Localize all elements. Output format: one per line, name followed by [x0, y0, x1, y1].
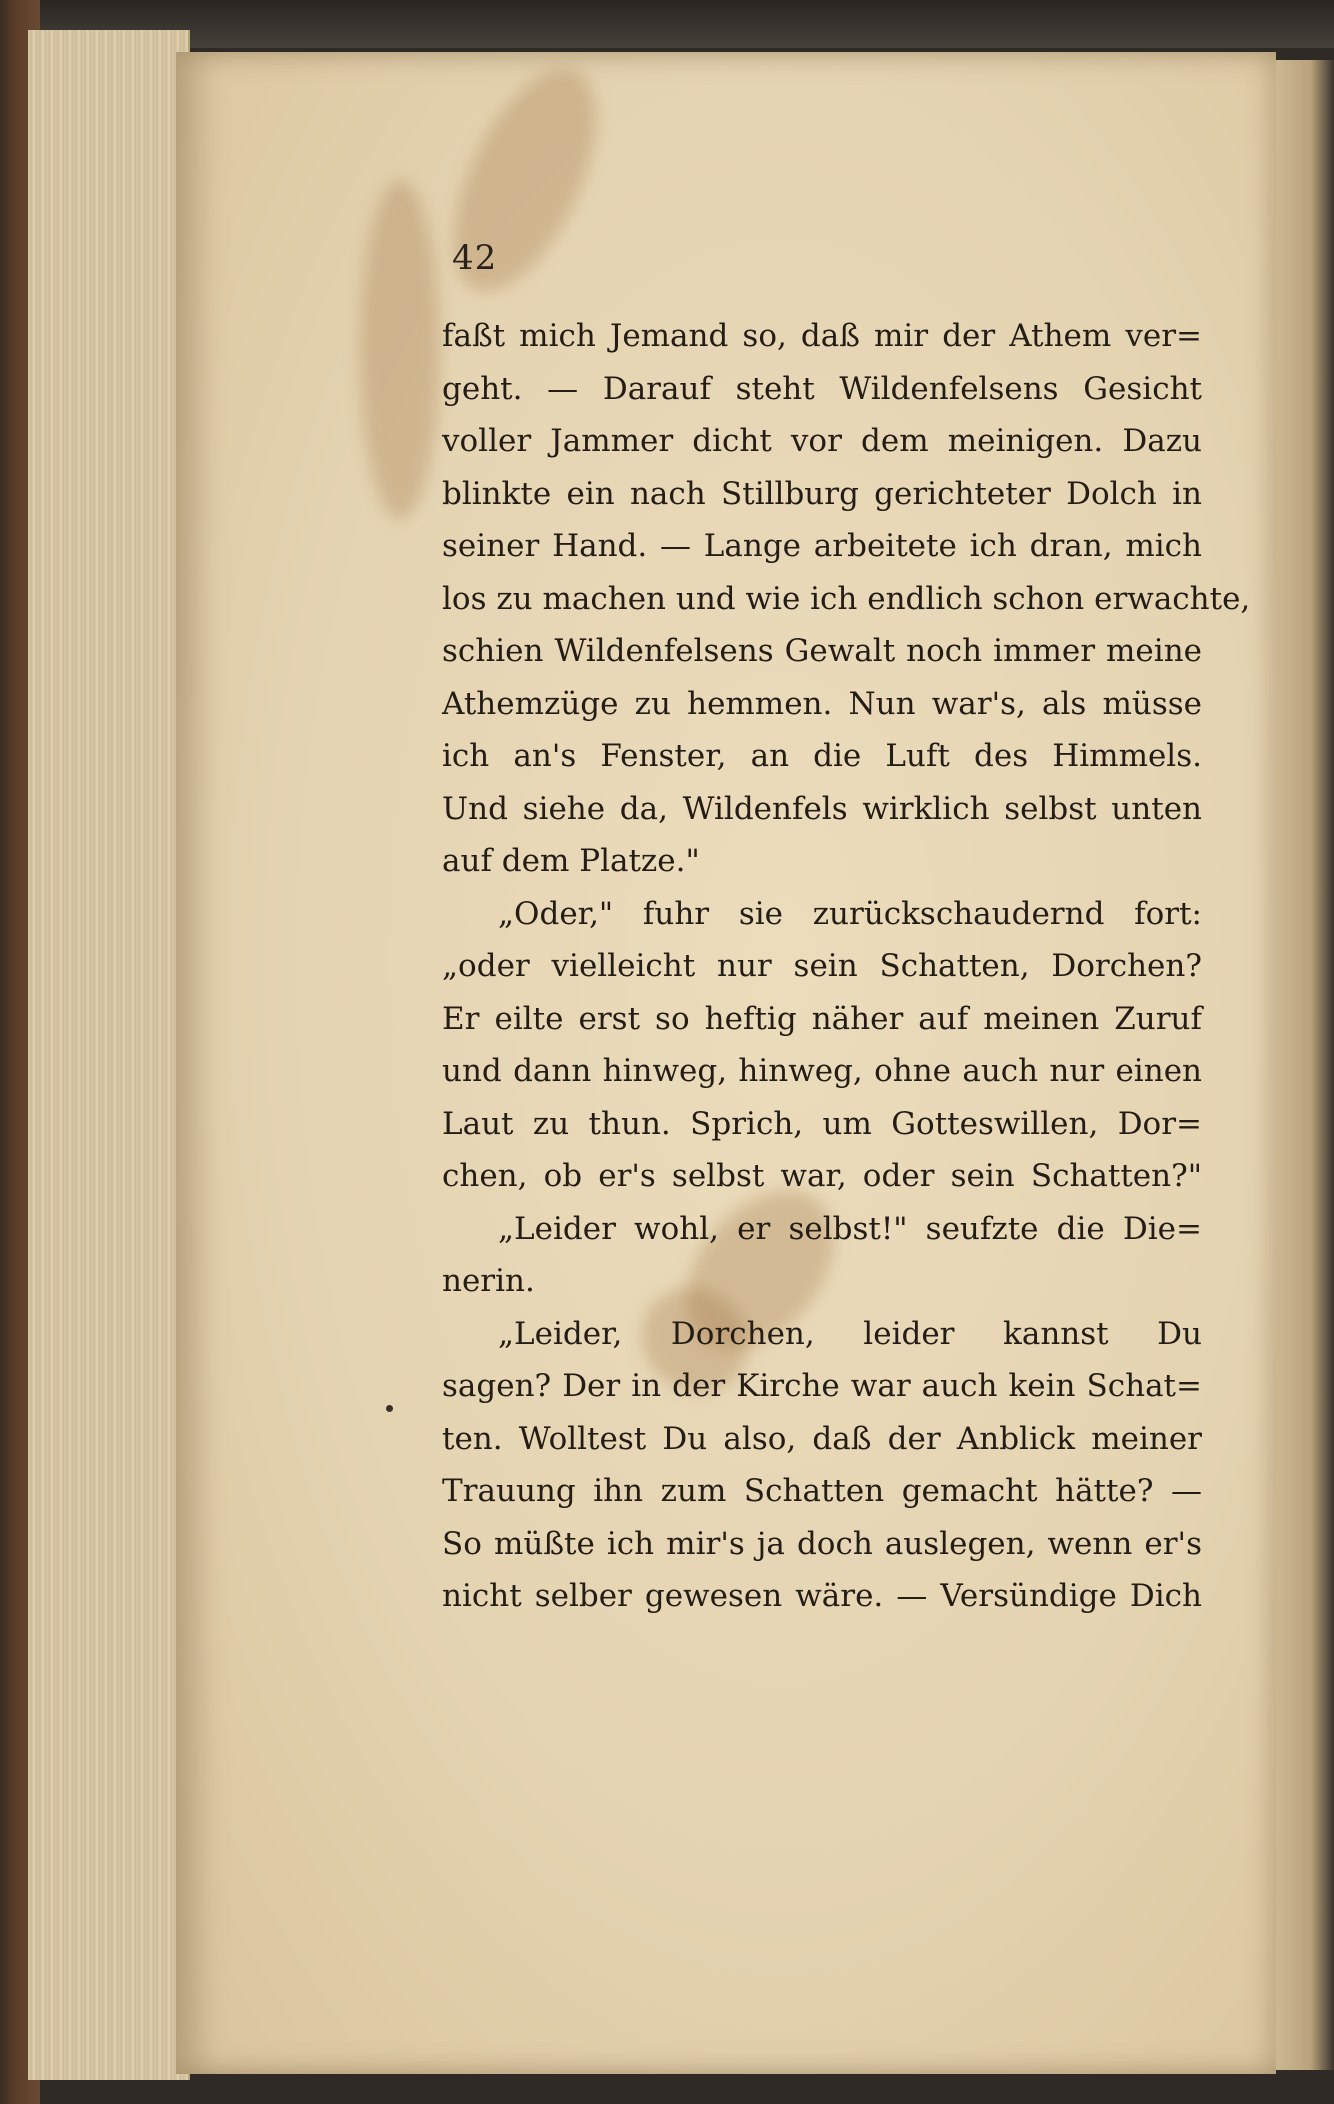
- text-line: nerin.: [442, 1263, 535, 1299]
- text-line: Er eilte erst so heftig näher auf meinen Zuruf: [442, 1000, 1202, 1037]
- text-line: „oder vielleicht nur sein Schatten, Dorchen?: [442, 948, 1202, 984]
- text-line: Und siehe da, Wildenfels wirklich selbst unten: [442, 790, 1202, 827]
- text-line: seiner Hand. — Lange arbeitete ich dran, mich: [442, 528, 1202, 564]
- text-line: „Leider wohl, er selbst!" seufzte die Die=: [498, 1210, 1202, 1247]
- text-line: chen, ob er's selbst war, oder sein Schatten?": [442, 1158, 1202, 1194]
- text-line: faßt mich Jemand so, daß mir der Athem ver=: [442, 318, 1202, 354]
- text-line: blinkte ein nach Stillburg gerichteter Dolch in: [442, 475, 1202, 512]
- text-line: So müßte ich mir's ja doch auslegen, wenn er's: [442, 1525, 1202, 1562]
- book-cover-top: [0, 0, 1334, 48]
- text-line: sagen? Der in der Kirche war auch kein Schat=: [442, 1368, 1202, 1404]
- text-line: ten. Wolltest Du also, daß der Anblick meiner: [442, 1420, 1202, 1457]
- text-line: Laut zu thun. Sprich, um Gotteswillen, Dor=: [442, 1105, 1202, 1142]
- text-line: auf dem Platze.": [442, 843, 700, 879]
- text-line: schien Wildenfelsens Gewalt noch immer meine: [442, 633, 1202, 669]
- page-number: 42: [452, 238, 498, 278]
- water-stain: [360, 180, 440, 520]
- text-line: nicht selber gewesen wäre. — Versündige Dich: [442, 1578, 1202, 1614]
- text-line: Athemzüge zu hemmen. Nun war's, als müsse: [442, 685, 1202, 722]
- ink-dot: [386, 1405, 393, 1412]
- text-line: und dann hinweg, hinweg, ohne auch nur einen: [442, 1053, 1202, 1089]
- text-line: ich an's Fenster, an die Luft des Himmels.: [442, 738, 1202, 774]
- page-text: [442, 310, 1251, 1623]
- facing-page-edge: [1276, 60, 1334, 2070]
- text-line: geht. — Darauf steht Wildenfelsens Gesicht: [442, 370, 1202, 407]
- text-line: voller Jammer dicht vor dem meinigen. Dazu: [442, 423, 1202, 459]
- text-line: „Leider, Dorchen, leider kannst Du: [498, 1315, 1202, 1352]
- text-line: los zu machen und wie ich endlich schon erwachte,: [442, 580, 1251, 617]
- text-line: „Oder," fuhr sie zurückschaudernd fort:: [498, 895, 1202, 932]
- text-line: Trauung ihn zum Schatten gemacht hätte? —: [442, 1473, 1202, 1509]
- page-edges: [28, 30, 190, 2080]
